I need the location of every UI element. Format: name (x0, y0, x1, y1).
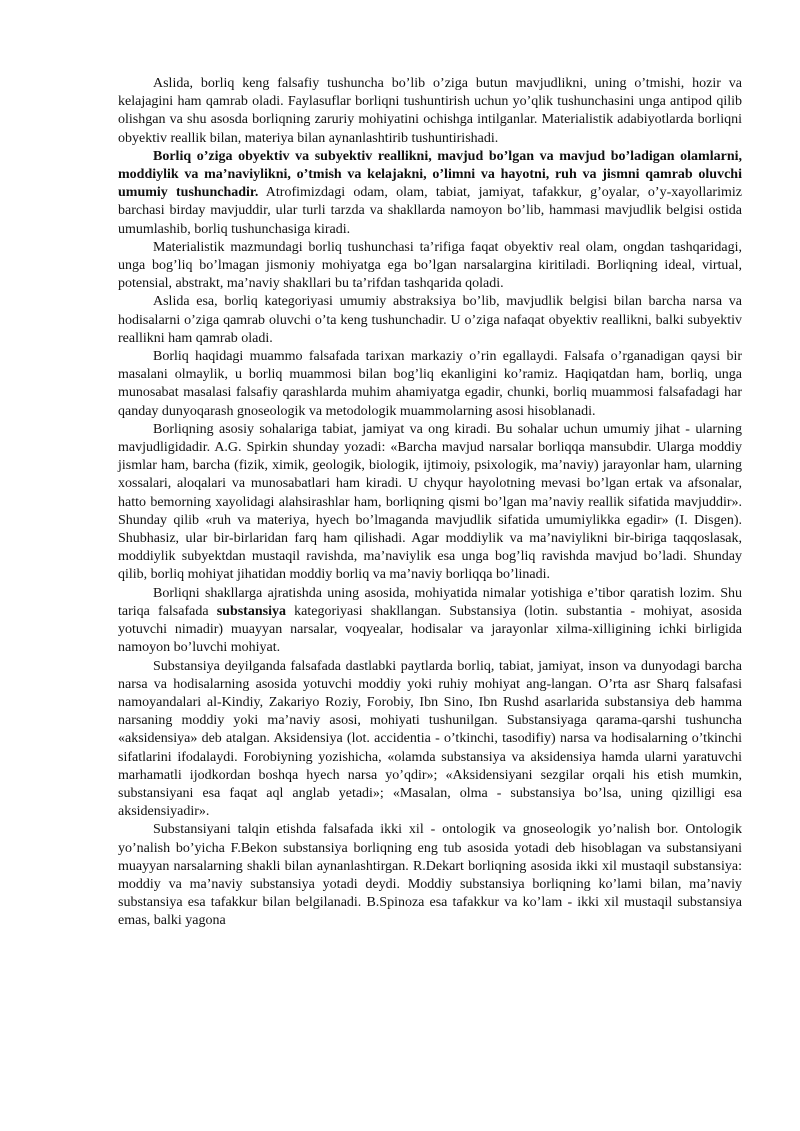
paragraph-5 (118, 348, 742, 421)
paragraph-bold-term: substansiya (216, 603, 286, 619)
paragraph-9 (118, 821, 742, 930)
paragraph-text: Aslida, borliq keng falsafiy tushuncha bo’lib o’ziga butun mavjudlikni, uning o’tmishi, hozir va kelajagini ham qamrab oladi. Faylasuflar borliqni tushuntirish uchun yo’qlik tushunchasini unga antipod qilib olishgan va shu asosda borliqning zaruriy mohiyatini ochishga intilganlar. Materialistik adabiyotlarda borliqni obyektiv reallik bilan, materiya bilan aynanlashtirib tushuntirishadi. (118, 76, 742, 146)
paragraph-text: Borliqning asosiy sohalariga tabiat, jamiyat va ong kiradi. Bu sohalar uchun umumiy jihat - ularning mavjudligidadir. A.G. Spirkin shunday yozadi: «Barcha mavjud narsalar borliqqa mansubdir. Ularga moddiy jismlar ham, barcha (fizik, ximik, geologik, biologik, ijtimoiy, psixologik, ma’naviy) jarayonlar ham, ularning xossalari, aloqalari va munosabatlari ham kiradi. U chyqur hayolotning mevasi bo’lgan ertak va afsonalar, hatto bemorning xayolidagi alahsirashlar ham, borliqning qismi bo’lgan ma’naviy reallik sifatida mavjuddir». Shunday qilib «ruh va materiya, hyech bo’lmaganda mavjudlik sifatida umumiylikka egadir» (I. Disgen). Shubhasiz, ular bir-birlaridan farq ham qilishadi. Agar moddiylik va ma’naviylikni bir-biriga taqqoslasak, moddiylik subyektdan mustaqil ravishda, ma’naviylik esa unga bog’liq ravishda mavjud bo’ladi. Shunday qilib, borliq mohiyat jihatidan moddiy borliq va ma’naviy borliqqa bo’linadi. (118, 421, 742, 583)
paragraph-7 (118, 585, 742, 658)
paragraph-text: Borliqni shakllarga ajratishda uning asosida, mohiyatida nimalar yotishiga e’tibor qaratish lozim. Shu tariqa falsafada (118, 585, 742, 619)
paragraph-text: Borliq haqidagi muammo falsafada tarixan markaziy o’rin egallaydi. Falsafa o’rganadigan qaysi bir masalani olmaylik, u borliq muammosi bilan bog’liq ekanligini ko’ramiz. Haqiqatdan ham, borliq, unga munosabat masalasi falsafiy qarashlarda muhim ahamiyatga egadir, chunki, borliq muammosi falsafadagi har qanday dunyoqarash gnoseologik va metodologik muammolarning asosi hisoblanadi. (118, 349, 742, 419)
document-page (118, 75, 742, 931)
paragraph-text: Substansiya deyilganda falsafada dastlabki paytlarda borliq, tabiat, jamiyat, inson va dunyodagi barcha narsa va hodisalarning asosida yotuvchi moddiy yoki ruhiy mohiyat ang-langan. O’rta asr Sharq falsafasi namoyandalari al-Kindiy, Zakariyo Roziy, Forobiy, Ibn Sino, Ibn Rushd asarlarida substansiya deb hamma narsaning moddiy yoki ma’naviy asosi, mohiyati tushunilgan. Substansiyaga qarama-qarshi tushuncha «aksidensiya» deb atalgan. Aksidensiya (lot. accidentia - o’tkinchi, tasodifiy) narsa va hodisalarning o’tkinchi sifatlarini ifodalaydi. Forobiyning yozishicha, «olamda substansiya va aksidensiya hamda ularni yaratuvchi marhamatli ijodkordan boshqa hyech narsa yo’qdir»; «Aksidensiyani sezgilar orqali his etish mumkin, substansiyani esa faqat aql anglab yetadi»; «Masalan, olma - substansiya bo’lsa, uning qizilligi esa aksidensiyadir». (118, 658, 742, 820)
paragraph-2 (118, 148, 742, 239)
paragraph-8 (118, 658, 742, 822)
paragraph-3 (118, 239, 742, 294)
paragraph-1 (118, 75, 742, 148)
paragraph-text: Materialistik mazmundagi borliq tushunchasi ta’rifiga faqat obyektiv real olam, ongdan tashqaridagi, unga bog’liq bo’lmagan jismoniy mohiyatga ega bo’lgan narsalargina kiritiladi. Borliqning ideal, virtual, potensial, abstrakt, ma’naviy shakllari bu ta’rifdan tashqarida qoladi. (118, 239, 742, 292)
paragraph-bold-definition: Borliq o’ziga obyektiv va subyektiv reallikni, mavjud bo’lgan va mavjud bo’ladigan olamlarni, moddiylik va ma’naviylikni, o’tmish va kelajakni, o’limni va hayotni, ruh va jismni qamrab oluvchi umumiy tushunchadir. (118, 148, 742, 201)
paragraph-text: Aslida esa, borliq kategoriyasi umumiy abstraksiya bo’lib, mavjudlik belgisi bilan barcha narsa va hodisalarni o’ziga qamrab oluvchi o’ta keng tushunchadir. U o’ziga nafaqat obyektiv reallikni, balki subyektiv reallikni ham qamrab oladi. (118, 294, 742, 346)
paragraph-text: kategoriyasi shakllangan. Substansiya (lotin. substantia - mohiyat, asosida yotuvchi nimadir) muayyan narsalar, voqyealar, hodisalar va jarayonlar xilma-xilligining ichki birligida namoyon bo’luvchi mohiyat. (118, 603, 742, 656)
paragraph-text: Atrofimizdagi odam, olam, tabiat, jamiyat, tafakkur, g’oyalar, o’y-xayollarimiz barchasi birday mavjuddir, ular turli tarzda va shakllarda namoyon bo’lib, hammasi mavjudlik belgisi ostida umumlashib, borliq tushunchasiga kiradi. (118, 185, 742, 237)
paragraph-6 (118, 421, 742, 585)
paragraph-text: Substansiyani talqin etishda falsafada ikki xil - ontologik va gnoseologik yo’nalish bor. Ontologik yo’nalish bo’yicha F.Bekon substansiya borliqning eng tub asosida yotadi deb hisoblagan va substansiyani muayyan narsalarning shakli bilan aynanlashtirgan. R.Dekart borliqning asosida ikki xil mustaqil substansiya: moddiy va ma’naviy substansiya yotadi deydi. Moddiy substansiya borliqning ko’lami bilan, ma’naviy substansiya esa tafakkur bilan belgilanadi. B.Spinoza esa tafakkur va ko’lam - ikki xil mustaqil substansiya emas, balki yagona (118, 822, 742, 929)
paragraph-4 (118, 293, 742, 348)
